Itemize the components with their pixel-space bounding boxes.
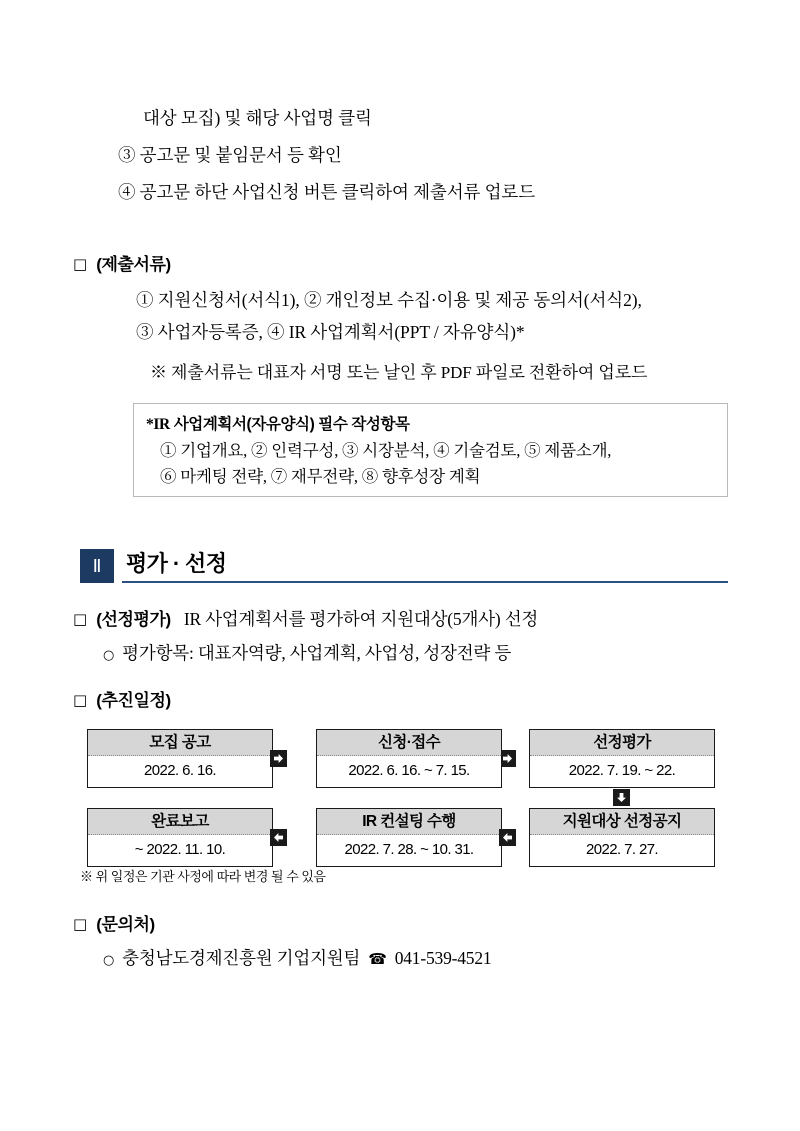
flow-box-date: 2022. 6. 16. <box>88 756 272 787</box>
flow-box-date: 2022. 7. 19. ~ 22. <box>530 756 714 787</box>
flow-box-completion-report <box>87 808 273 867</box>
flow-box-title: 신청·접수 <box>317 730 501 756</box>
flow-box-date: 2022. 7. 27. <box>530 835 714 866</box>
flow-box-recruitment-notice <box>87 729 273 788</box>
flow-box-title: 지원대상 선정공지 <box>530 809 714 835</box>
circle-bullet-icon: ○ <box>103 953 115 968</box>
telephone-icon: ☎ <box>368 950 387 968</box>
contact-phone-number: 041-539-4521 <box>394 948 492 968</box>
flow-box-title: 선정평가 <box>530 730 714 756</box>
circle-bullet-icon: ○ <box>103 648 115 663</box>
ir-box-line-1: ① 기업개요, ② 인력구성, ③ 시장분석, ④ 기술검토, ⑤ 제품소개, <box>160 441 612 460</box>
schedule-label: (추진일정) <box>96 691 171 710</box>
flow-box-selection-evaluation <box>529 729 715 788</box>
flow-box-date: ~ 2022. 11. 10. <box>88 835 272 866</box>
submit-documents-note: ※ 제출서류는 대표자 서명 또는 날인 후 PDF 파일로 전환하여 업로드 <box>150 363 648 382</box>
flow-box-selection-announcement <box>529 808 715 867</box>
contact-label: (문의처) <box>96 915 155 934</box>
flow-box-title: IR 컨설팅 수행 <box>317 809 501 835</box>
evaluation-criteria-text: 평가항목: 대표자역량, 사업계획, 사업성, 성장전략 등 <box>122 643 512 663</box>
ir-box-title-rest: 사업계획서(자유양식) 필수 작성항목 <box>169 416 410 433</box>
selection-evaluation-label: (선정평가) <box>96 610 171 629</box>
ir-box-line-2: ⑥ 마케팅 전략, ⑦ 재무전략, ⑧ 향후성장 계획 <box>160 466 481 486</box>
arrow-down-icon <box>613 789 630 806</box>
contact-heading <box>73 910 155 935</box>
arrow-left-icon <box>499 829 516 846</box>
schedule-footnote: ※ 위 일정은 기관 사정에 따라 변경 될 수 있음 <box>80 869 326 884</box>
arrow-left-icon <box>270 829 287 846</box>
square-bullet-icon: □ <box>73 610 88 628</box>
contact-organization: 충청남도경제진흥원 기업지원팀 <box>122 948 361 968</box>
arrow-right-icon <box>270 750 287 767</box>
flow-box-application <box>316 729 502 788</box>
flow-box-title: 모집 공고 <box>88 730 272 756</box>
flow-box-date: 2022. 6. 16. ~ 7. 15. <box>317 756 501 787</box>
intro-line-1: 대상 모집) 및 해당 사업명 클릭 <box>143 108 372 128</box>
flow-box-title: 완료보고 <box>88 809 272 835</box>
section-number-badge: Ⅱ <box>80 549 114 583</box>
square-bullet-icon: □ <box>73 255 88 273</box>
ir-box-title-prefix: *IR <box>146 416 170 433</box>
contact-detail-row <box>103 945 491 970</box>
submit-documents-line-1: ① 지원신청서(서식1), ② 개인정보 수집·이용 및 제공 동의서(서식2), <box>136 290 642 310</box>
square-bullet-icon: □ <box>73 915 88 933</box>
flow-box-ir-consulting <box>316 808 502 867</box>
selection-evaluation-text: IR 사업계획서를 평가하여 지원대상(5개사) 선정 <box>183 609 539 629</box>
submit-documents-label: (제출서류) <box>96 255 171 274</box>
intro-line-3: ④ 공고문 하단 사업신청 버튼 클릭하여 제출서류 업로드 <box>118 182 536 202</box>
submit-documents-line-2: ③ 사업자등록증, ④ IR 사업계획서(PPT / 자유양식)* <box>136 322 525 342</box>
intro-line-2: ③ 공고문 및 붙임문서 등 확인 <box>118 145 342 165</box>
section-title: 평가 · 선정 <box>126 551 227 576</box>
square-bullet-icon: □ <box>73 691 88 709</box>
flow-box-date: 2022. 7. 28. ~ 10. 31. <box>317 835 501 866</box>
